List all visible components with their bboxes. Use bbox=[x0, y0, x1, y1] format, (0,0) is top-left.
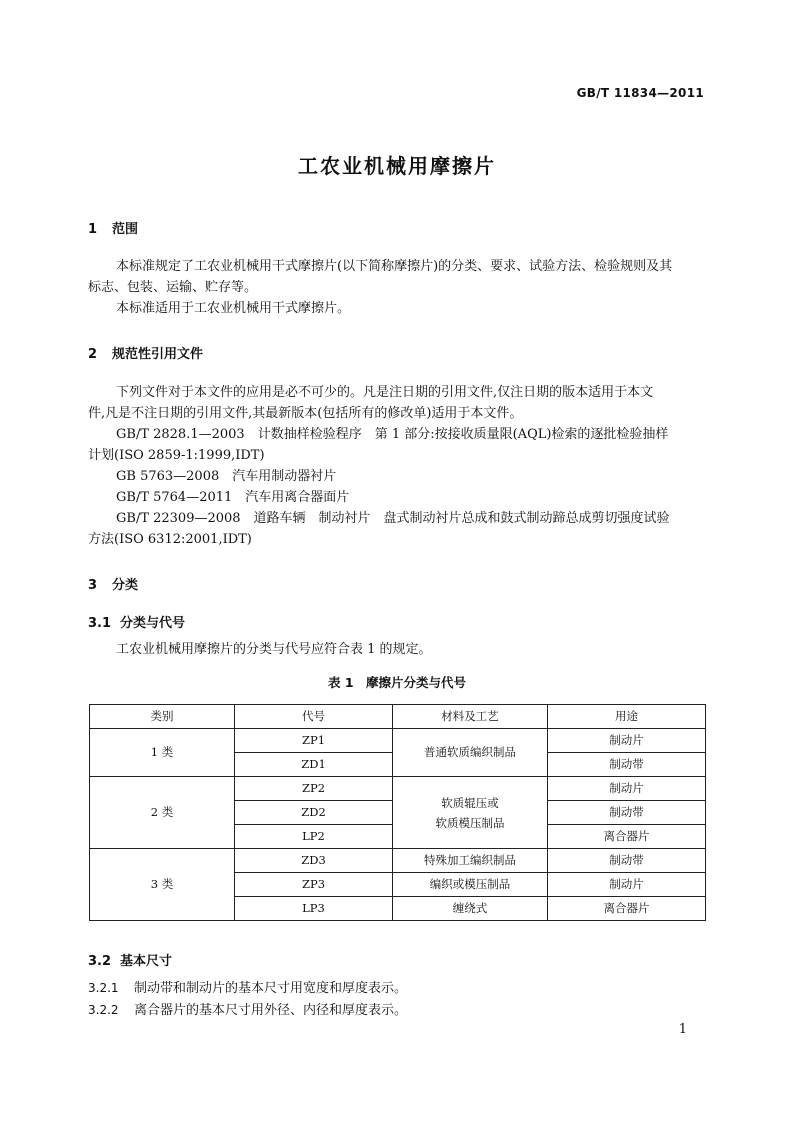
section-number: 2 bbox=[88, 347, 98, 362]
section-3-2-heading bbox=[88, 950, 172, 969]
references-intro-line-1: 下列文件对于本文件的应用是必不可少的。凡是注日期的引用文件,仅注日期的版本适用于本文 bbox=[116, 385, 654, 400]
material-cell: 缠绕式 bbox=[393, 897, 548, 921]
classification-table bbox=[89, 704, 706, 921]
reference-2: GB 5763—2008 汽车用制动器衬片 bbox=[116, 469, 337, 484]
use-cell: 制动片 bbox=[548, 729, 706, 753]
header-code: 代号 bbox=[235, 705, 393, 729]
material-cell: 编织或模压制品 bbox=[393, 873, 548, 897]
section-3-heading bbox=[88, 574, 138, 593]
category-cell: 2 类 bbox=[90, 777, 235, 849]
reference-3: GB/T 5764—2011 汽车用离合器面片 bbox=[116, 490, 350, 505]
section-title: 规范性引用文件 bbox=[112, 347, 204, 362]
category-cell: 3 类 bbox=[90, 849, 235, 921]
reference-1-line-1: GB/T 2828.1—2003 计数抽样检验程序 第 1 部分:按接收质量限(AQL)检索的逐批检验抽样 bbox=[116, 427, 669, 442]
section-title: 范围 bbox=[112, 222, 139, 237]
standard-number: GB/T 11834—2011 bbox=[576, 86, 704, 100]
code-cell: LP2 bbox=[235, 825, 393, 849]
use-cell: 制动片 bbox=[548, 873, 706, 897]
table-header-row bbox=[90, 705, 706, 729]
page-number: 1 bbox=[678, 1022, 687, 1037]
use-cell: 制动片 bbox=[548, 777, 706, 801]
clause-text: 离合器片的基本尺寸用外径、内径和厚度表示。 bbox=[134, 1003, 408, 1018]
material-cell bbox=[393, 777, 548, 849]
section-number: 3 bbox=[88, 578, 98, 593]
scope-paragraph-line-2: 标志、包装、运输、贮存等。 bbox=[88, 280, 258, 295]
header-category: 类别 bbox=[90, 705, 235, 729]
code-cell: LP3 bbox=[235, 897, 393, 921]
clause-3-2-2 bbox=[88, 1002, 407, 1019]
classification-paragraph: 工农业机械用摩擦片的分类与代号应符合表 1 的规定。 bbox=[116, 642, 432, 657]
header-material: 材料及工艺 bbox=[393, 705, 548, 729]
section-1-heading bbox=[88, 218, 138, 237]
section-title: 分类与代号 bbox=[120, 616, 186, 631]
reference-4-line-2: 方法(ISO 6312:2001,IDT) bbox=[88, 532, 252, 547]
clause-3-2-1 bbox=[88, 980, 407, 997]
section-title: 基本尺寸 bbox=[120, 954, 173, 969]
material-line: 软质模压制品 bbox=[435, 815, 505, 830]
material-cell: 普通软质编织制品 bbox=[393, 729, 548, 777]
use-cell: 制动带 bbox=[548, 849, 706, 873]
table-row bbox=[90, 849, 706, 873]
material-line: 软质辊压或 bbox=[441, 795, 499, 810]
clause-text: 制动带和制动片的基本尺寸用宽度和厚度表示。 bbox=[134, 981, 408, 996]
category-cell: 1 类 bbox=[90, 729, 235, 777]
code-cell: ZD1 bbox=[235, 753, 393, 777]
use-cell: 离合器片 bbox=[548, 897, 706, 921]
code-cell: ZD3 bbox=[235, 849, 393, 873]
code-cell: ZP1 bbox=[235, 729, 393, 753]
section-3-1-heading bbox=[88, 612, 185, 631]
clause-number: 3.2.1 bbox=[88, 981, 119, 995]
section-number: 3.1 bbox=[88, 616, 112, 631]
header-use: 用途 bbox=[548, 705, 706, 729]
section-number: 1 bbox=[88, 222, 98, 237]
use-cell: 制动带 bbox=[548, 801, 706, 825]
table-row bbox=[90, 777, 706, 801]
code-cell: ZP2 bbox=[235, 777, 393, 801]
document-title: 工农业机械用摩擦片 bbox=[298, 154, 496, 178]
reference-4-line-1: GB/T 22309—2008 道路车辆 制动衬片 盘式制动衬片总成和鼓式制动蹄总成剪切强度试验 bbox=[116, 511, 670, 526]
table-row bbox=[90, 729, 706, 753]
use-cell: 离合器片 bbox=[548, 825, 706, 849]
code-cell: ZD2 bbox=[235, 801, 393, 825]
scope-paragraph-line-1: 本标准规定了工农业机械用干式摩擦片(以下简称摩擦片)的分类、要求、试验方法、检验规则及其 bbox=[116, 259, 673, 274]
section-number: 3.2 bbox=[88, 954, 112, 969]
code-cell: ZP3 bbox=[235, 873, 393, 897]
reference-1-line-2: 计划(ISO 2859-1:1999,IDT) bbox=[88, 448, 265, 463]
scope-paragraph-2: 本标准适用于工农业机械用干式摩擦片。 bbox=[116, 301, 351, 316]
section-title: 分类 bbox=[112, 578, 139, 593]
use-cell: 制动带 bbox=[548, 753, 706, 777]
clause-number: 3.2.2 bbox=[88, 1003, 119, 1017]
section-2-heading bbox=[88, 343, 203, 362]
material-cell: 特殊加工编织制品 bbox=[393, 849, 548, 873]
references-intro-line-2: 件,凡是不注日期的引用文件,其最新版本(包括所有的修改单)适用于本文件。 bbox=[88, 406, 523, 421]
table-caption: 表 1 摩擦片分类与代号 bbox=[327, 675, 467, 690]
